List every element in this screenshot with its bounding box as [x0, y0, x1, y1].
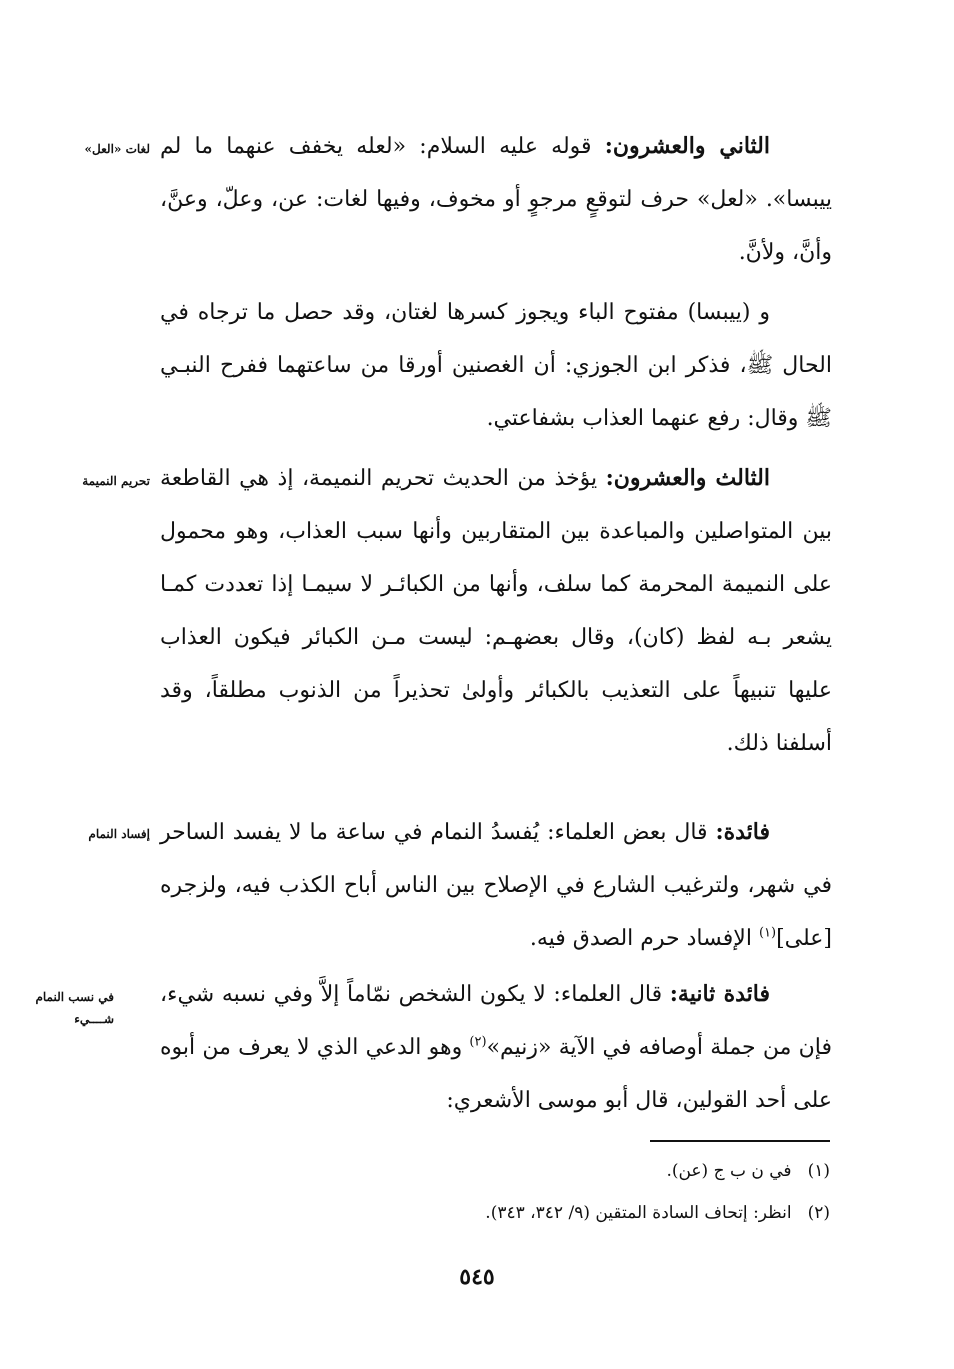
margin-note-nasab: في نسب النمام شــــيء — [35, 990, 114, 1026]
paragraph-twenty-second — [160, 120, 832, 279]
paragraph-faida-thaniya — [160, 968, 832, 1127]
margin-note-lughat: لغات «العل» — [84, 142, 150, 156]
footnote-text: انظر: إتحاف السادة المتقين (٩/ ٣٤٢، ٣٤٣). — [485, 1203, 792, 1223]
footnote-ref-1[interactable]: (١) — [758, 925, 777, 941]
paragraph-lead: الثاني والعشرون: — [604, 133, 770, 159]
paragraph-body: قوله عليه السلام: «لعله يخفف عنهما ما لم ييبسا». «لعل» حرف لتوقعٍ مرجوٍ أو مخوف، وفيها لغات: عن، وعلّ، وعنَّ، وأنَّ، ولأنَّ. — [160, 134, 832, 265]
footnote-number: (١) — [807, 1161, 830, 1181]
paragraph-lead: فائدة ثانية: — [669, 981, 770, 1007]
page-number: ٥٤٥ — [459, 1264, 495, 1290]
footnote-number: (٢) — [807, 1203, 830, 1223]
margin-note-tahrim: تحريم النميمة — [82, 474, 150, 488]
paragraph-yaybasa — [160, 286, 832, 445]
paragraph-faida — [160, 806, 832, 965]
paragraph-body-end: وهو الدعي الذي لا يعرف من أبوه على أحد القولين، قال أبو موسى الأشعري: — [160, 1035, 832, 1113]
paragraph-body: قال بعض العلماء: يُفسدُ النمام في ساعة ما لا يفسد الساحر في شهر، ولترغيب الشارع في الإصلاح بين الناس أباح الكذب فيه، ولزجره [على] — [160, 820, 832, 951]
paragraph-body: قال العلماء: لا يكون الشخص نمّاماً إلاَّ وفي نسبه شيء، فإن من جملة أوصافه في الآية «زنيم» — [160, 982, 832, 1060]
paragraph-lead: فائدة: — [715, 819, 770, 845]
footnote-ref-2[interactable]: (٢) — [469, 1034, 487, 1050]
paragraph-lead: الثالث والعشرون: — [605, 465, 770, 491]
footnote-1 — [160, 1158, 830, 1184]
footnote-2 — [160, 1200, 830, 1226]
paragraph-body: و (ييبسا) مفتوح الباء ويجوز كسرها لغتان، وقد حصل ما ترجاه في الحال ﷺ، فذكر ابن الجوزي: أن الغصنين أورقا من ساعتهما ففرح النبـي ﷺ وقال: رفع عنهما العذاب بشفاعتي. — [160, 300, 832, 431]
footnote-text: في ن ب ج (عن). — [666, 1161, 792, 1181]
paragraph-twenty-third — [160, 452, 832, 770]
paragraph-body-end: الإفساد حرم الصدق فيه. — [529, 926, 759, 951]
footnote-divider — [650, 1140, 830, 1142]
margin-note-ifsad: إفساد النمام — [88, 827, 150, 841]
paragraph-body: يؤخذ من الحديث تحريم النميمة، إذ هي القاطعة بين المتواصلين والمباعدة بين المتقاربين وأنها سبب العذاب، وهو محمول على النميمة المحرمة كما سلف، وأنها من الكبائـر لا سيمـا إذا تعددت كمـا يشعر بـه لفظ (كان)، وقال بعضهـم: ليست مـن الكبائر فيكون العذاب عليها تنبيهاً على التعذيب بالكبائر وأولىٰ تحذيراً من الذنوب مطلقاً، وقد أسلفنا ذلك. — [160, 466, 832, 756]
